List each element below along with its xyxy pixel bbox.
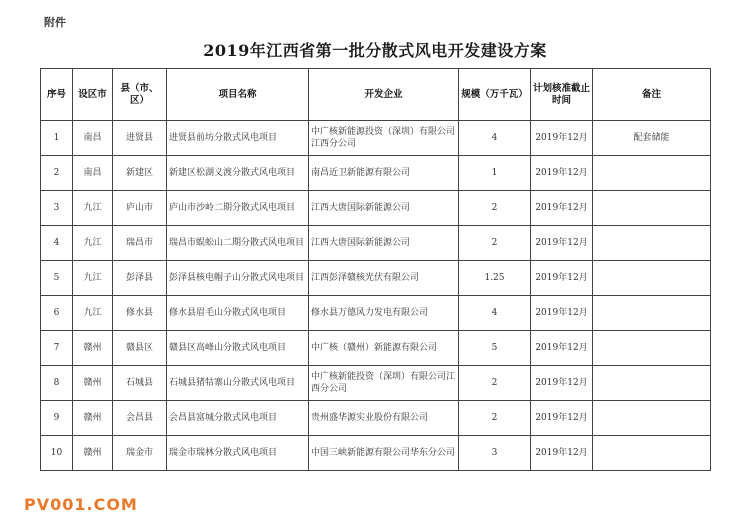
header-company: 开发企业 — [309, 69, 459, 121]
cell-scale: 2 — [459, 191, 531, 226]
header-county: 县（市、区） — [113, 69, 167, 121]
table-row — [41, 226, 711, 261]
cell-project: 石城县猪牯寨山分散式风电项目 — [167, 366, 309, 401]
header-remark: 备注 — [593, 69, 711, 121]
cell-remark — [593, 401, 711, 436]
cell-project: 瑞昌市蜈蚣山二期分散式风电项目 — [167, 226, 309, 261]
cell-deadline: 2019年12月 — [531, 226, 593, 261]
cell-project: 庐山市沙岭二期分散式风电项目 — [167, 191, 309, 226]
cell-city: 九江 — [73, 191, 113, 226]
cell-remark — [593, 331, 711, 366]
cell-company: 中广核新能投资（深圳）有限公司江西分公司 — [309, 366, 459, 401]
cell-company: 江西大唐国际新能源公司 — [309, 191, 459, 226]
table-row — [41, 331, 711, 366]
cell-project: 瑞金市瑞林分散式风电项目 — [167, 436, 309, 471]
cell-scale: 2 — [459, 226, 531, 261]
cell-county: 新建区 — [113, 156, 167, 191]
cell-scale: 2 — [459, 401, 531, 436]
table-row — [41, 401, 711, 436]
cell-seq: 2 — [41, 156, 73, 191]
cell-seq: 5 — [41, 261, 73, 296]
cell-county: 瑞昌市 — [113, 226, 167, 261]
cell-seq: 10 — [41, 436, 73, 471]
watermark-logo: PV001.COM — [24, 495, 138, 514]
cell-city: 南昌 — [73, 156, 113, 191]
cell-seq: 8 — [41, 366, 73, 401]
cell-seq: 9 — [41, 401, 73, 436]
cell-county: 彭泽县 — [113, 261, 167, 296]
cell-deadline: 2019年12月 — [531, 436, 593, 471]
cell-county: 瑞金市 — [113, 436, 167, 471]
cell-project: 彭泽县核电帽子山分散式风电项目 — [167, 261, 309, 296]
cell-company: 修水县万德风力发电有限公司 — [309, 296, 459, 331]
cell-remark — [593, 156, 711, 191]
cell-seq: 1 — [41, 121, 73, 156]
cell-scale: 2 — [459, 366, 531, 401]
cell-seq: 4 — [41, 226, 73, 261]
cell-remark — [593, 436, 711, 471]
cell-seq: 7 — [41, 331, 73, 366]
table-row — [41, 261, 711, 296]
cell-deadline: 2019年12月 — [531, 121, 593, 156]
cell-project: 新建区松湖义渡分散式风电项目 — [167, 156, 309, 191]
table-row — [41, 366, 711, 401]
cell-deadline: 2019年12月 — [531, 261, 593, 296]
cell-remark — [593, 191, 711, 226]
cell-project: 修水县眉毛山分散式风电项目 — [167, 296, 309, 331]
header-scale: 规模（万千瓦） — [459, 69, 531, 121]
cell-deadline: 2019年12月 — [531, 296, 593, 331]
cell-company: 贵州盛华源实业股份有限公司 — [309, 401, 459, 436]
cell-project: 进贤县前坊分散式风电项目 — [167, 121, 309, 156]
cell-remark — [593, 226, 711, 261]
cell-seq: 6 — [41, 296, 73, 331]
header-seq: 序号 — [41, 69, 73, 121]
cell-company: 中广核新能源投资（深圳）有限公司江西分公司 — [309, 121, 459, 156]
cell-city: 赣州 — [73, 401, 113, 436]
cell-company: 江西大唐国际新能源公司 — [309, 226, 459, 261]
cell-county: 会昌县 — [113, 401, 167, 436]
cell-company: 中广核（赣州）新能源有限公司 — [309, 331, 459, 366]
cell-county: 进贤县 — [113, 121, 167, 156]
table-row — [41, 191, 711, 226]
cell-remark — [593, 366, 711, 401]
cell-deadline: 2019年12月 — [531, 331, 593, 366]
cell-scale: 5 — [459, 331, 531, 366]
cell-deadline: 2019年12月 — [531, 401, 593, 436]
cell-scale: 1.25 — [459, 261, 531, 296]
cell-company: 中国三峡新能源有限公司华东分公司 — [309, 436, 459, 471]
cell-city: 南昌 — [73, 121, 113, 156]
cell-deadline: 2019年12月 — [531, 156, 593, 191]
cell-county: 赣县区 — [113, 331, 167, 366]
annex-label: 附件 — [44, 16, 66, 29]
cell-deadline: 2019年12月 — [531, 366, 593, 401]
cell-city: 赣州 — [73, 366, 113, 401]
table-header-row — [41, 69, 711, 121]
cell-seq: 3 — [41, 191, 73, 226]
header-city: 设区市 — [73, 69, 113, 121]
cell-city: 九江 — [73, 261, 113, 296]
cell-company: 江西彭泽赣核光伏有限公司 — [309, 261, 459, 296]
cell-city: 赣州 — [73, 331, 113, 366]
wind-project-table — [40, 68, 711, 471]
cell-county: 庐山市 — [113, 191, 167, 226]
table-row — [41, 436, 711, 471]
cell-scale: 1 — [459, 156, 531, 191]
cell-scale: 4 — [459, 121, 531, 156]
cell-scale: 4 — [459, 296, 531, 331]
cell-project: 赣县区高峰山分散式风电项目 — [167, 331, 309, 366]
cell-scale: 3 — [459, 436, 531, 471]
cell-remark — [593, 261, 711, 296]
cell-city: 九江 — [73, 226, 113, 261]
cell-remark — [593, 296, 711, 331]
cell-city: 赣州 — [73, 436, 113, 471]
cell-project: 会昌县富城分散式风电项目 — [167, 401, 309, 436]
table-row — [41, 156, 711, 191]
table-row — [41, 296, 711, 331]
cell-company: 南昌近卫新能源有限公司 — [309, 156, 459, 191]
document-title: 2019年江西省第一批分散式风电开发建设方案 — [203, 41, 547, 60]
header-deadline: 计划核准截止时间 — [531, 69, 593, 121]
header-project: 项目名称 — [167, 69, 309, 121]
cell-city: 九江 — [73, 296, 113, 331]
cell-deadline: 2019年12月 — [531, 191, 593, 226]
cell-county: 修水县 — [113, 296, 167, 331]
table-row — [41, 121, 711, 156]
cell-county: 石城县 — [113, 366, 167, 401]
cell-remark: 配套储能 — [593, 121, 711, 156]
